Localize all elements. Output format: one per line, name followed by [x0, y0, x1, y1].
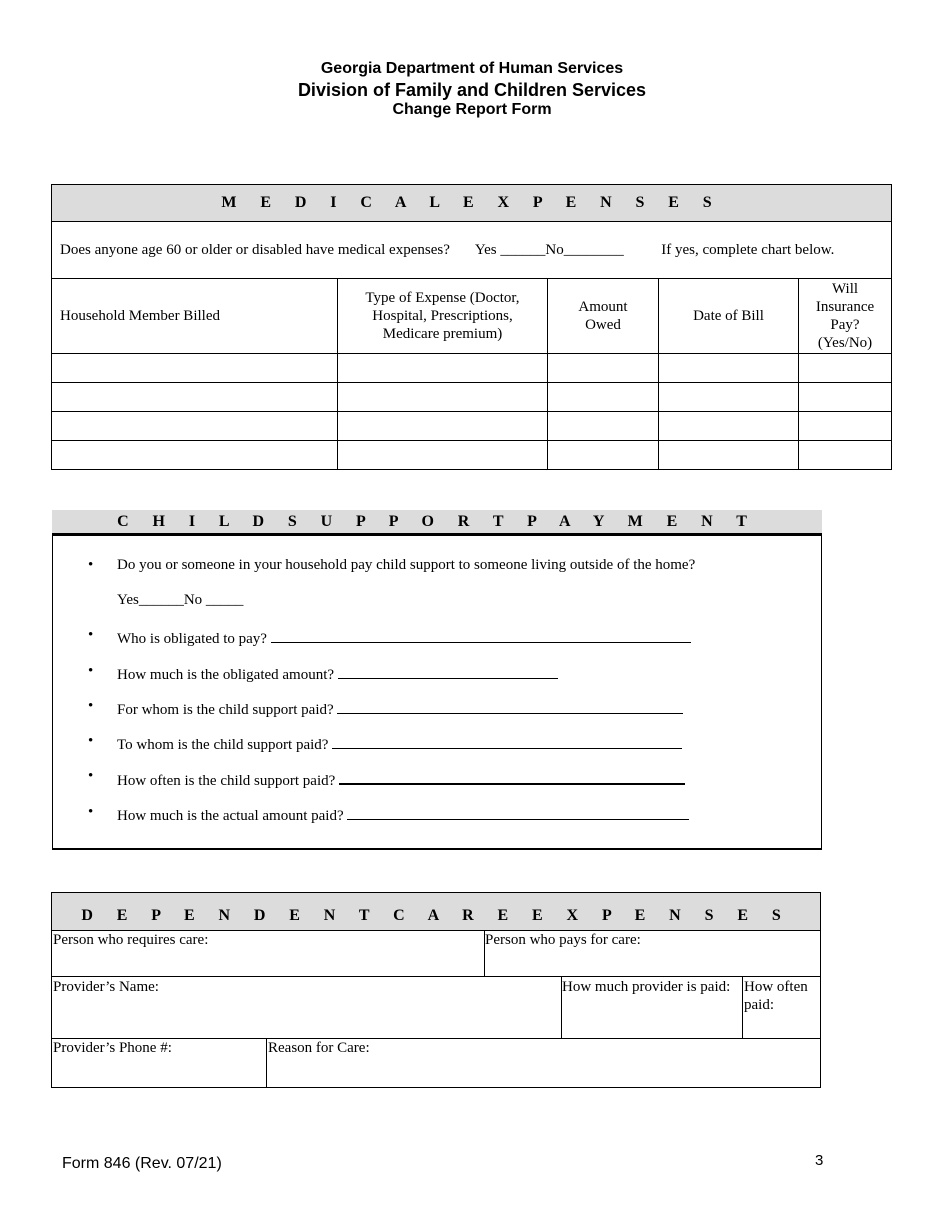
- cs-question-7: [117, 804, 689, 825]
- medical-yes-no[interactable]: Yes ______No________: [474, 241, 624, 258]
- provider-name-field[interactable]: Provider’s Name:: [53, 979, 159, 995]
- bullet-icon: •: [88, 768, 94, 784]
- cs-q4-field[interactable]: [337, 698, 683, 714]
- person-pays-care-field[interactable]: Person who pays for care:: [485, 932, 641, 948]
- table-row[interactable]: [52, 383, 892, 412]
- cs-question-5: [117, 733, 682, 754]
- bullet-icon: •: [88, 627, 94, 643]
- col-date-of-bill: Date of Bill: [659, 279, 799, 354]
- divider: [742, 976, 743, 1038]
- how-often-paid-field[interactable]: How often paid:: [744, 979, 808, 1013]
- table-row[interactable]: [52, 441, 892, 470]
- medical-question: Does anyone age 60 or older or disabled have medical expenses?: [60, 241, 450, 258]
- medical-instruction: If yes, complete chart below.: [661, 241, 835, 258]
- child-support-title: C H I L D S U P P O R T P A Y M E N T: [52, 510, 822, 536]
- reason-for-care-field[interactable]: Reason for Care:: [268, 1040, 370, 1056]
- division-title: Division of Family and Children Services: [297, 80, 647, 100]
- bullet-icon: •: [88, 663, 94, 679]
- col-amount-owed: Amount Owed: [548, 279, 659, 354]
- cs-q5-label: To whom is the child support paid?: [117, 737, 329, 753]
- bullet-icon: •: [88, 733, 94, 749]
- cs-question-3: [117, 663, 558, 684]
- cs-question-6: [117, 768, 685, 790]
- col-expense-type: Type of Expense (Doctor, Hospital, Prescriptions, Medicare premium): [338, 279, 548, 354]
- medical-expenses-table: [51, 184, 892, 470]
- person-requires-care-field[interactable]: Person who requires care:: [53, 932, 209, 948]
- medical-expenses-title: M E D I C A L E X P E N S E S: [52, 185, 892, 222]
- form-title: Change Report Form: [392, 101, 552, 118]
- cs-q2-field[interactable]: [271, 627, 691, 643]
- bullet-icon: •: [88, 557, 94, 573]
- divider: [266, 1038, 267, 1088]
- cs-q6-field[interactable]: [339, 768, 685, 785]
- bullet-icon: •: [88, 804, 94, 820]
- cs-q5-field[interactable]: [332, 733, 682, 749]
- provider-paid-field[interactable]: How much provider is paid:: [562, 979, 731, 995]
- cs-q6-label: How often is the child support paid?: [117, 773, 336, 789]
- divider: [51, 976, 821, 977]
- page-number: 3: [815, 1152, 824, 1169]
- table-row[interactable]: [52, 354, 892, 383]
- cs-q3-label: How much is the obligated amount?: [117, 667, 335, 683]
- cs-q3-field[interactable]: [338, 663, 558, 679]
- agency-title: Georgia Department of Human Services: [320, 60, 624, 77]
- col-household-member: Household Member Billed: [52, 279, 338, 354]
- cs-q1-yes-no[interactable]: Yes______No _____: [117, 592, 244, 608]
- medical-question-row: [52, 222, 892, 279]
- cs-question-4: [117, 698, 683, 719]
- cs-q4-label: For whom is the child support paid?: [117, 702, 334, 718]
- cs-q7-field[interactable]: [347, 804, 689, 820]
- cs-q2-label: Who is obligated to pay?: [117, 631, 267, 647]
- bullet-icon: •: [88, 698, 94, 714]
- cs-question-1: Do you or someone in your household pay child support to someone living outside of the home?: [117, 557, 696, 573]
- table-row[interactable]: [52, 412, 892, 441]
- form-number: Form 846 (Rev. 07/21): [62, 1155, 222, 1172]
- provider-phone-field[interactable]: Provider’s Phone #:: [53, 1040, 172, 1056]
- cs-question-2: [117, 627, 691, 648]
- dependent-care-title: D E P E N D E N T C A R E E X P E N S E S: [51, 892, 821, 931]
- cs-q7-label: How much is the actual amount paid?: [117, 808, 344, 824]
- col-insurance-pay: Will Insurance Pay? (Yes/No): [799, 279, 892, 354]
